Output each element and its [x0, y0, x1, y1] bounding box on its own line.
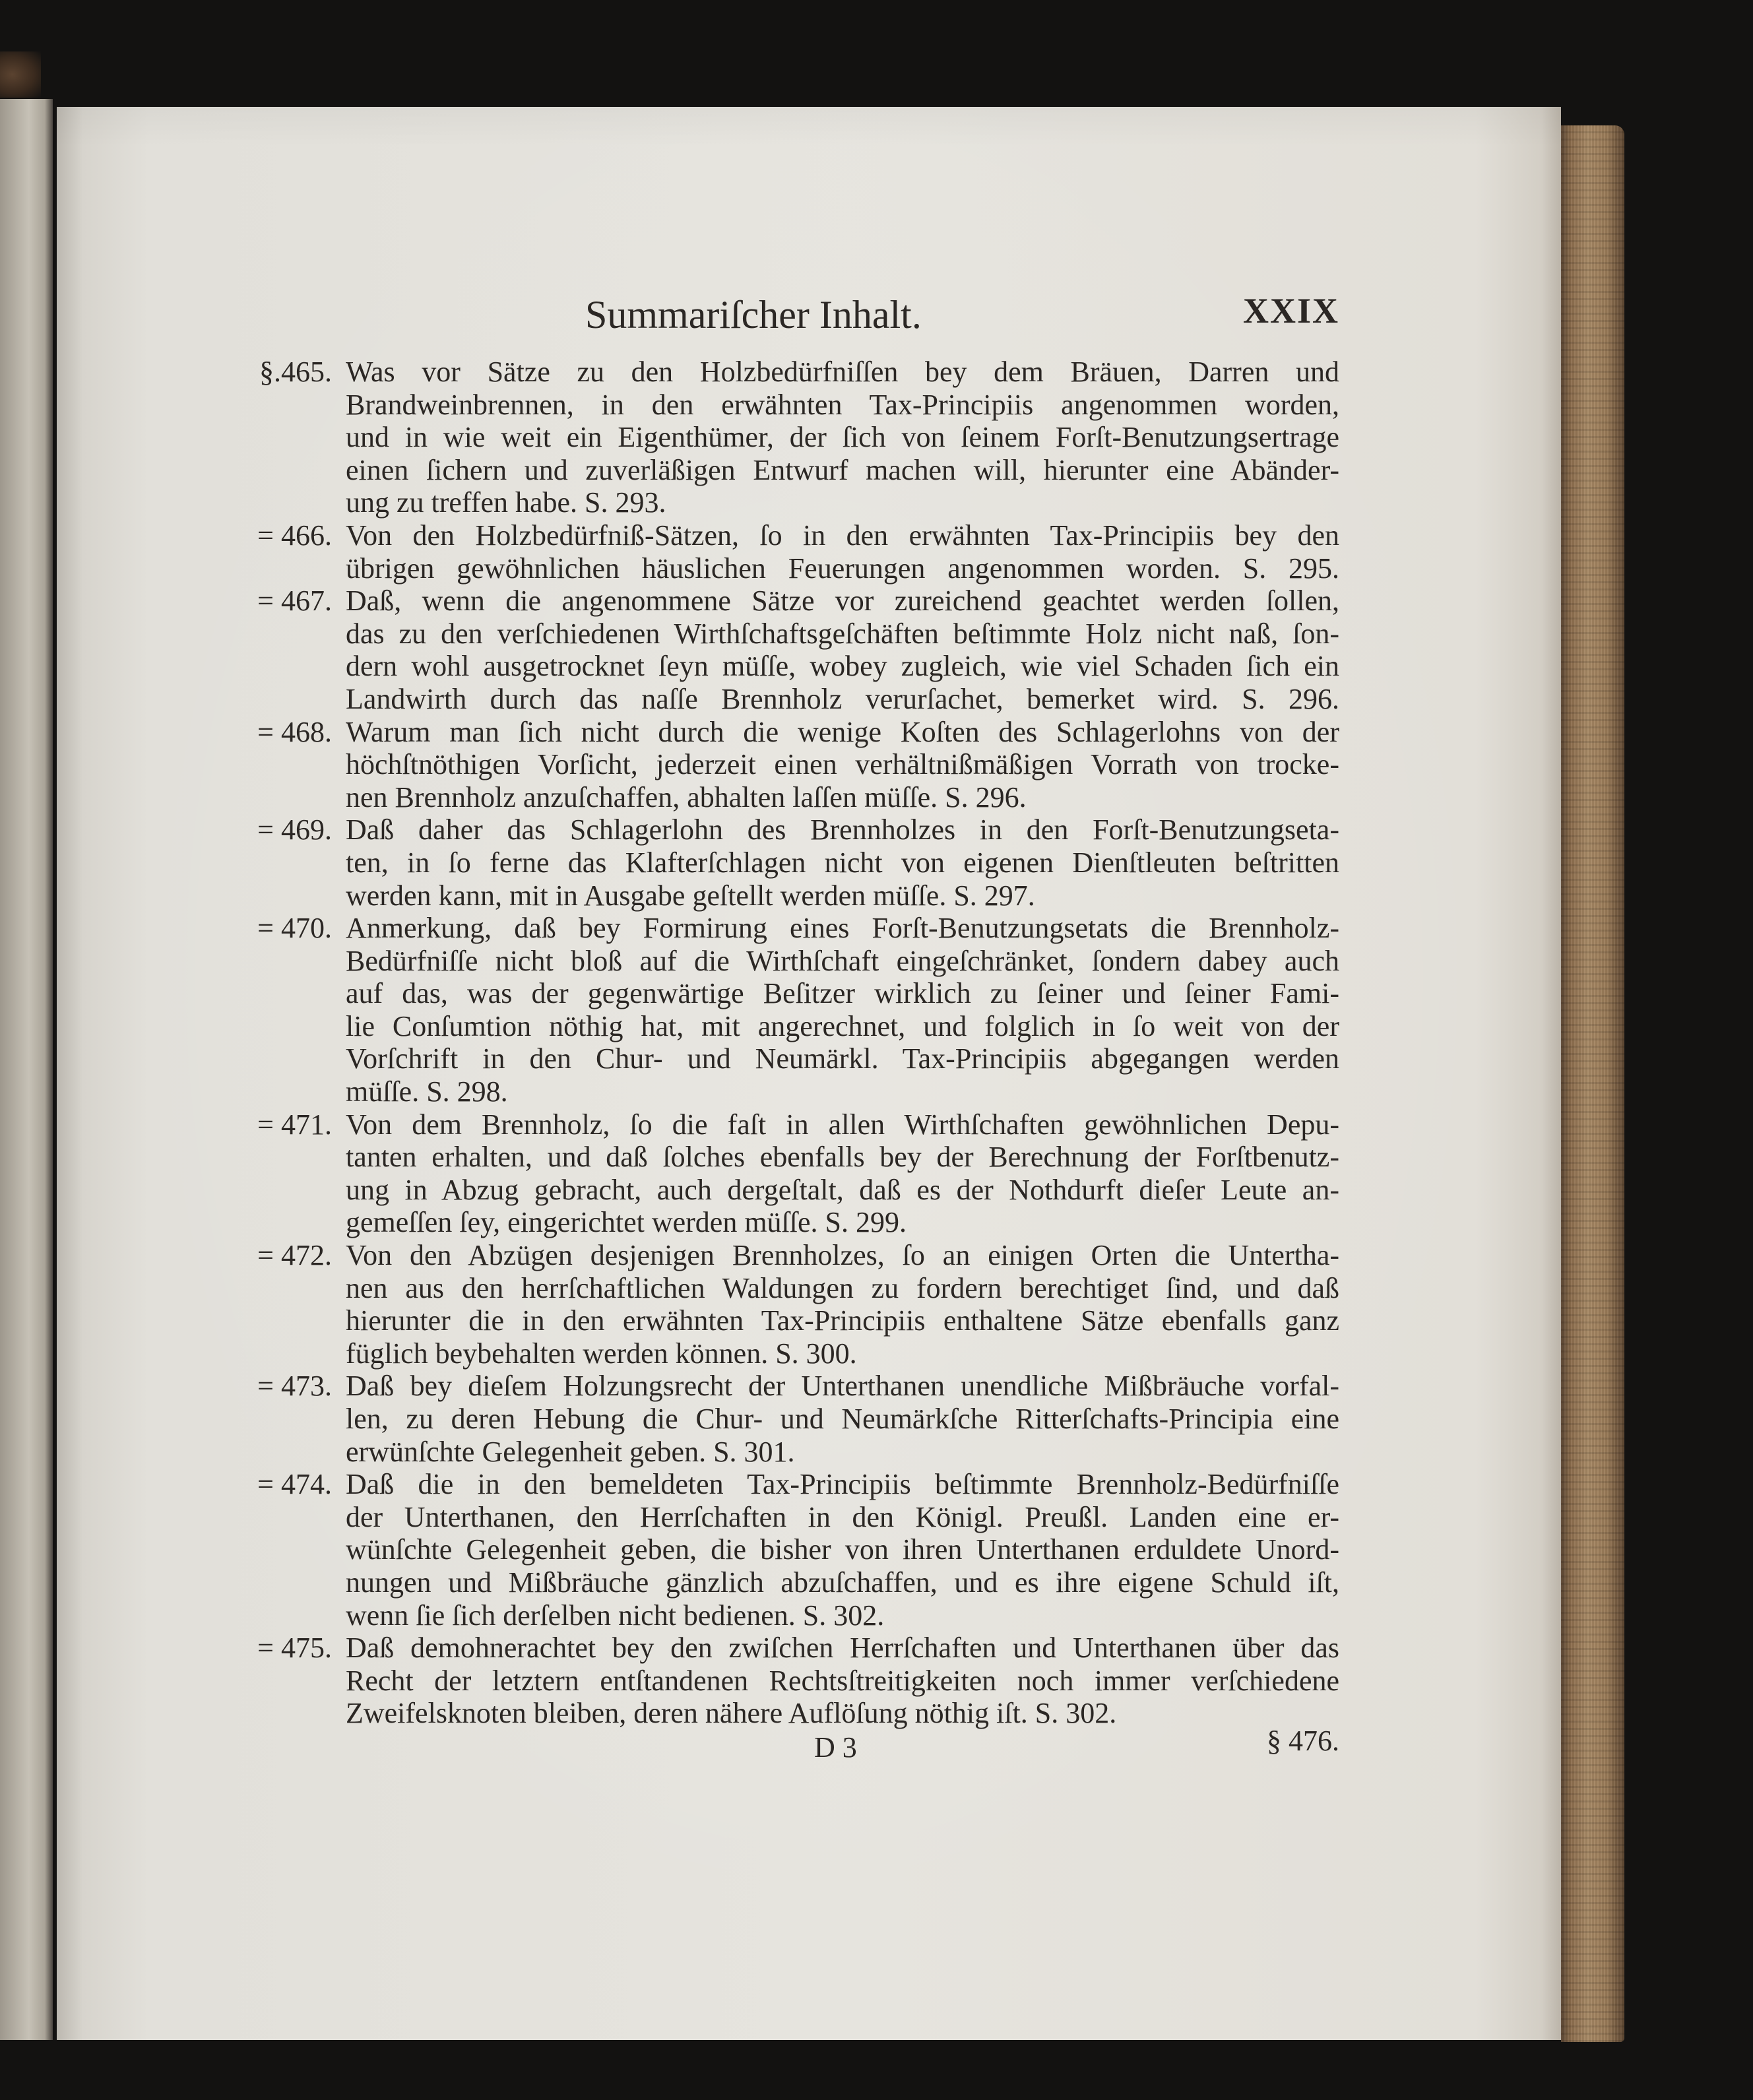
entry-text: [346, 1468, 1339, 1632]
entry-line: gemeſſen ſey, eingerichtet werden müſſe. S. 299.: [346, 1206, 907, 1239]
section-number: = 467.: [257, 585, 332, 618]
entry-text: [346, 716, 1339, 814]
entry-line: Daß daher das Schlagerlohn des Brennholzes in den Forſt-Benutzungseta-: [346, 813, 1339, 846]
entry-text: [346, 356, 1339, 519]
section-number: = 472.: [257, 1239, 332, 1272]
section-number: = 475.: [257, 1632, 332, 1665]
entry-text: [346, 1239, 1339, 1370]
section-number: = 466.: [257, 519, 332, 552]
entry-line: Bedürfniſſe nicht bloß auf die Wirthſchaft eingeſchränket, ſondern dabey auch: [346, 944, 1339, 977]
entry-line: Zweifelsknoten bleiben, deren nähere Auflöſung nöthig iſt. S. 302.: [346, 1697, 1117, 1730]
running-title: Summariſcher Inhalt.: [585, 293, 922, 336]
entry-line: wenn ſie ſich derſelben nicht bedienen. S. 302.: [346, 1599, 885, 1632]
entry-line: müſſe. S. 298.: [346, 1075, 508, 1108]
entry-line: Daß, wenn die angenommene Sätze vor zureichend geachtet werden ſollen,: [346, 585, 1339, 618]
book-page: [57, 107, 1561, 2040]
catchword: § 476.: [1267, 1725, 1339, 1757]
entry-line: wünſchte Gelegenheit geben, die bisher von ihren Unterthanen erduldete Unord-: [346, 1533, 1339, 1566]
entry-473: [224, 1370, 1339, 1468]
entry-line: tanten erhalten, und daß ſolches ebenfalls bey der Berechnung der Forſtbenutz-: [346, 1141, 1339, 1174]
entry-474: [224, 1468, 1339, 1632]
entry-468: [224, 716, 1339, 814]
section-number: = 471.: [257, 1108, 332, 1141]
entry-line: auf das, was der gegenwärtige Beſitzer wirklich zu ſeiner und ſeiner Fami-: [346, 977, 1339, 1010]
section-number: = 474.: [257, 1468, 332, 1501]
entry-line: Warum man ſich nicht durch die wenige Koſten des Schlagerlohns von der: [346, 715, 1339, 748]
entry-line: nen Brennholz anzuſchaffen, abhalten laſſen müſſe. S. 296.: [346, 780, 1027, 813]
entry-line: len, zu deren Hebung die Chur- und Neumärkſche Ritterſchafts-Principia eine: [346, 1403, 1339, 1435]
entry-line: Von den Abzügen desjenigen Brennholzes, ſo an einigen Orten die Untertha-: [346, 1239, 1339, 1272]
entry-line: Anmerkung, daß bey Formirung eines Forſt-Benutzungsetats die Brennholz-: [346, 912, 1339, 945]
entry-line: ung in Abzug gebracht, auch dergeſtalt, daß es der Nothdurft dieſer Leute an-: [346, 1173, 1339, 1206]
entry-466: [224, 519, 1339, 585]
entry-line: Was vor Sätze zu den Holzbedürfniſſen bey dem Bräuen, Darren und: [346, 356, 1339, 388]
entry-line: einen ſichern und zuverläßigen Entwurf machen will, hierunter eine Abänder-: [346, 453, 1339, 486]
entry-line: und in wie weit ein Eigenthümer, der ſich von ſeinem Forſt-Benutzungsertrage: [346, 421, 1339, 454]
entry-line: der Unterthanen, den Herrſchaften in den Königl. Preußl. Landen eine er-: [346, 1500, 1339, 1533]
entry-text: [346, 1370, 1339, 1468]
book-corner: [0, 51, 41, 98]
entry-469: [224, 813, 1339, 912]
gathering-signature: D 3: [814, 1731, 857, 1764]
entry-line: Daß bey dieſem Holzungsrecht der Unterthanen unendliche Mißbräuche vorfal-: [346, 1370, 1339, 1403]
entry-text: [346, 1108, 1339, 1239]
summary-contents: [224, 356, 1339, 1730]
entry-line: Brandweinbrennen, in den erwähnten Tax-Principiis angenommen worden,: [346, 388, 1339, 421]
entry-467: [224, 585, 1339, 715]
entry-475: [224, 1632, 1339, 1730]
entry-line: nungen und Mißbräuche gänzlich abzuſchaffen, und es ihre eigene Schuld iſt,: [346, 1566, 1339, 1599]
entry-line: höchſtnöthigen Vorſicht, jederzeit einen verhältnißmäßigen Vorrath von trocke-: [346, 748, 1339, 781]
page-number: XXIX: [1242, 291, 1339, 331]
entry-465: [224, 356, 1339, 519]
entry-line: Daß demohnerachtet bey den zwiſchen Herrſchaften und Unterthanen über das: [346, 1632, 1339, 1665]
entry-line: Von dem Brennholz, ſo die faſt in allen Wirthſchaften gewöhnlichen Depu-: [346, 1108, 1339, 1141]
entry-line: Recht der letztern entſtandenen Rechtsſtreitigkeiten noch immer verſchiedene: [346, 1664, 1339, 1697]
section-number: = 469.: [257, 813, 332, 846]
entry-line: ung zu treffen habe. S. 293.: [346, 486, 666, 519]
entry-line: Landwirth durch das naſſe Brennholz verurſachet, bemerket wird. S. 296.: [346, 682, 1339, 715]
entry-line: das zu den verſchiedenen Wirthſchaftsgeſchäften beſtimmte Holz nicht naß, ſon-: [346, 617, 1339, 650]
entry-line: nen aus den herrſchaftlichen Waldungen zu fordern berechtiget ſind, und daß: [346, 1271, 1339, 1304]
entry-line: übrigen gewöhnlichen häuslichen Feuerungen angenommen worden. S. 295.: [346, 552, 1339, 585]
entry-text: [346, 585, 1339, 715]
section-number: = 473.: [257, 1370, 332, 1403]
entry-line: Vorſchrift in den Chur- und Neumärkl. Tax-Principiis abgegangen werden: [346, 1042, 1339, 1075]
entry-472: [224, 1239, 1339, 1370]
entry-470: [224, 912, 1339, 1108]
entry-line: ten, in ſo ferne das Klafterſchlagen nicht von eigenen Dienſtleuten beſtritten: [346, 846, 1339, 879]
entry-text: [346, 813, 1339, 912]
entry-line: werden kann, mit in Ausgabe geſtellt werden müſſe. S. 297.: [346, 879, 1035, 912]
entry-text: [346, 912, 1339, 1108]
entry-line: füglich beybehalten werden können. S. 300.: [346, 1337, 857, 1370]
entry-line: Von den Holzbedürfniß-Sätzen, ſo in den erwähnten Tax-Principiis bey den: [346, 519, 1339, 552]
entry-text: [346, 519, 1339, 585]
facing-page-edge: [0, 99, 53, 2040]
section-number: §.465.: [259, 356, 332, 388]
entry-471: [224, 1108, 1339, 1239]
entry-line: Daß die in den bemeldeten Tax-Principiis beſtimmte Brennholz-Bedürfniſſe: [346, 1468, 1339, 1501]
entry-line: dern wohl ausgetrocknet ſeyn müſſe, wobey zugleich, wie viel Schaden ſich ein: [346, 650, 1339, 683]
book-page-edges: [1561, 125, 1624, 2042]
entry-text: [346, 1632, 1339, 1730]
section-number: = 468.: [257, 715, 332, 748]
entry-line: erwünſchte Gelegenheit geben. S. 301.: [346, 1435, 795, 1468]
section-number: = 470.: [257, 912, 332, 945]
entry-line: hierunter die in den erwähnten Tax-Principiis enthaltene Sätze ebenfalls ganz: [346, 1304, 1339, 1337]
entry-line: lie Conſumtion nöthig hat, mit angerechnet, und folglich in ſo weit von der: [346, 1009, 1339, 1042]
